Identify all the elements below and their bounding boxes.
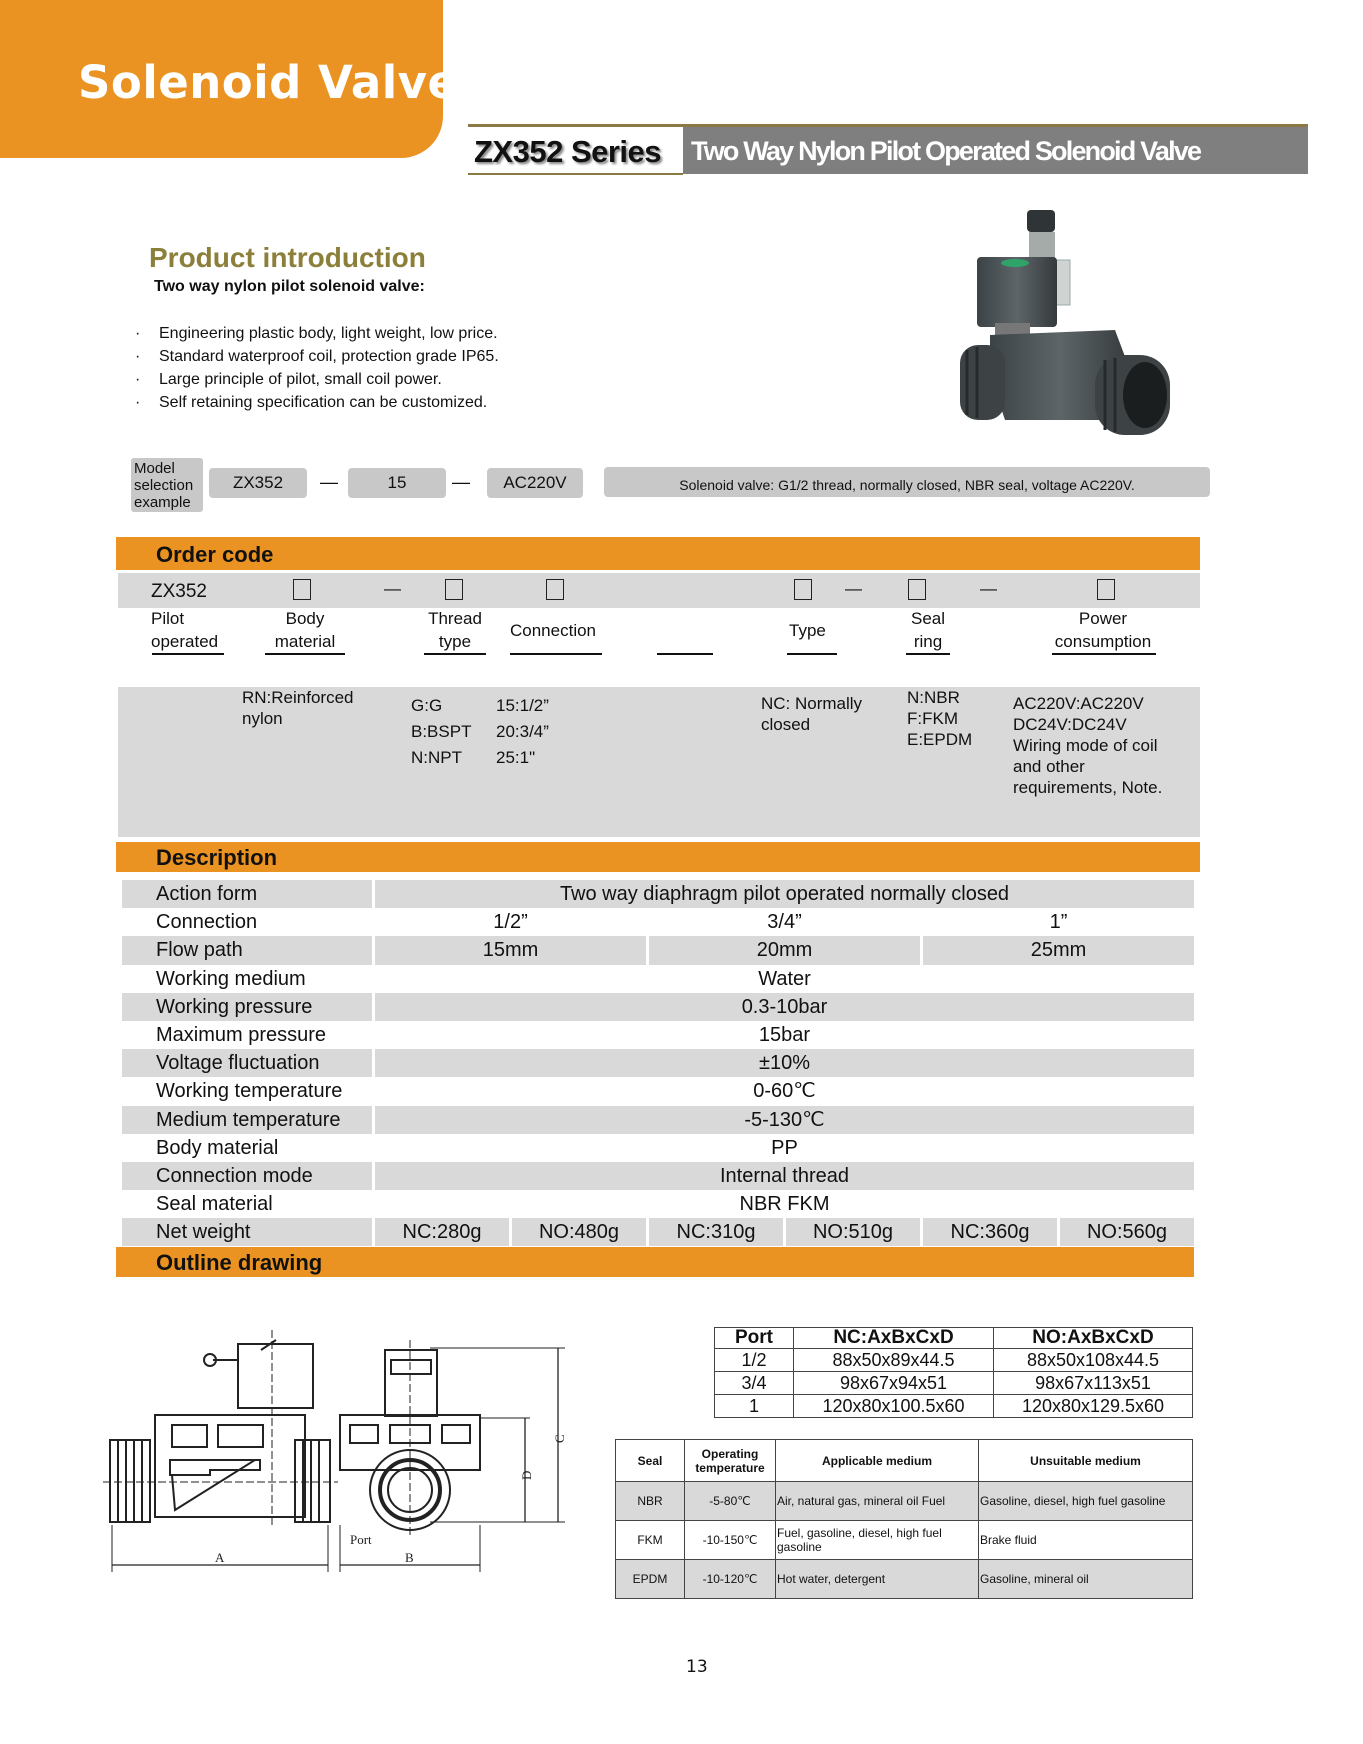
row-value: NO:510g — [786, 1218, 920, 1246]
column-header: NC:AxBxCxD — [794, 1328, 994, 1349]
dim-label-c: C — [552, 1434, 567, 1443]
intro-title: Product introduction — [149, 242, 426, 273]
label-pilot-operated: Pilot operated — [151, 609, 219, 651]
row-value: PP — [771, 1136, 798, 1159]
table-row — [122, 880, 1194, 908]
checkbox-slot-icon — [293, 579, 311, 600]
row-value: 25mm — [923, 936, 1194, 964]
section-title: Description — [156, 845, 278, 870]
label-seal-ring: Seal ring — [910, 609, 946, 651]
intro-bullet: · Engineering plastic body, light weight, low price. — [135, 322, 499, 345]
label-power-consumption: Power consumption — [1054, 609, 1152, 651]
row-value: -5-130℃ — [375, 1106, 1194, 1134]
row-value: ±10% — [375, 1049, 1194, 1077]
table-row — [122, 993, 1194, 1021]
section-header-outline-drawing — [116, 1247, 1194, 1277]
table-row — [122, 1134, 1194, 1162]
dimension-table — [714, 1327, 1193, 1418]
row-value: 15bar — [758, 1023, 811, 1046]
section-title: Order code — [156, 542, 274, 567]
port-label: Port — [350, 1532, 372, 1547]
row-value: 15mm — [375, 936, 646, 964]
outline-drawing-icon — [100, 1310, 600, 1580]
model-example-description: Solenoid valve: G1/2 thread, normally closed, NBR seal, voltage AC220V. — [604, 467, 1210, 497]
underline-rule — [657, 653, 713, 655]
intro-subtitle: Two way nylon pilot solenoid valve: — [154, 278, 425, 295]
separator-dash: — — [980, 579, 997, 598]
row-label: Working pressure — [122, 993, 372, 1021]
intro-bullet-list — [135, 322, 499, 414]
table-row — [122, 1077, 1194, 1105]
description-table — [122, 880, 1194, 1246]
row-label: Connection mode — [122, 1162, 372, 1190]
dim-label-a: A — [215, 1550, 225, 1565]
page-number: 13 — [686, 1657, 708, 1677]
table-row — [122, 1049, 1194, 1077]
banner-bottom-rule — [468, 173, 683, 175]
table-row: EPDM -10-120℃ Hot water, detergent Gasoline, mineral oil — [616, 1560, 1193, 1599]
column-header: Seal — [616, 1440, 685, 1482]
seal-compatibility-table — [615, 1439, 1193, 1599]
table-row — [122, 936, 1194, 964]
row-value: NC:360g — [923, 1218, 1057, 1246]
row-label: Working medium — [156, 967, 306, 990]
bullet-dot-icon: · — [135, 394, 141, 411]
checkbox-slot-icon — [794, 579, 812, 600]
row-value: NC:280g — [375, 1218, 509, 1246]
underline-rule — [510, 653, 602, 655]
table-row — [122, 1106, 1194, 1134]
series-name-box — [468, 127, 683, 171]
underline-rule — [787, 653, 837, 655]
column-header: Port — [715, 1328, 794, 1349]
options-body-material: RN:Reinforced nylon — [242, 688, 354, 728]
row-value: Internal thread — [375, 1162, 1194, 1190]
separator-dash: — — [320, 472, 338, 492]
section-header-order-code — [116, 537, 1200, 570]
underline-rule — [1052, 653, 1156, 655]
model-part-voltage: AC220V — [487, 468, 583, 498]
order-code-options — [118, 687, 1200, 837]
row-value: Water — [758, 967, 811, 990]
model-part-series: ZX352 — [209, 468, 307, 498]
row-label: Body material — [156, 1136, 279, 1159]
row-label: Connection — [156, 911, 258, 934]
column-header: Applicable medium — [776, 1440, 979, 1482]
row-value: NBR FKM — [739, 1193, 830, 1216]
table-row — [122, 1021, 1194, 1049]
table-row: NBR -5-80℃ Air, natural gas, mineral oil Fuel Gasoline, diesel, high fuel gasoline — [616, 1482, 1193, 1521]
row-label: Seal material — [156, 1193, 273, 1216]
label-type: Type — [789, 621, 826, 640]
checkbox-slot-icon — [546, 579, 564, 600]
separator-dash: — — [845, 579, 862, 598]
row-value: 1” — [1049, 911, 1068, 934]
product-photo-icon — [955, 205, 1175, 440]
row-value: 3/4” — [767, 911, 802, 934]
options-seal-ring: N:NBR F:FKM E:EPDM — [907, 688, 973, 749]
table-row — [122, 965, 1194, 993]
table-row — [122, 1190, 1194, 1218]
intro-bullet: · Standard waterproof coil, protection grade IP65. — [135, 345, 499, 368]
dim-label-d: D — [519, 1470, 534, 1480]
separator-dash: — — [452, 472, 470, 492]
options-power-consumption: AC220V:AC220V DC24V:DC24V Wiring mode of coil and other requirements, Note. — [1013, 694, 1163, 797]
row-label: Working temperature — [156, 1080, 343, 1103]
label-connection: Connection — [510, 621, 597, 640]
row-value: NO:480g — [512, 1218, 646, 1246]
checkbox-slot-icon — [1097, 579, 1115, 600]
row-value: NO:560g — [1060, 1218, 1194, 1246]
table-header-row — [715, 1328, 1193, 1349]
label-thread-type: Thread type — [428, 609, 482, 651]
underline-rule — [152, 653, 224, 655]
table-row — [122, 1162, 1194, 1190]
row-value: 20mm — [649, 936, 920, 964]
table-row: FKM -10-150℃ Fuel, gasoline, diesel, high fuel gasoline Brake fluid — [616, 1521, 1193, 1560]
table-row: 3/4 98x67x94x51 98x67x113x51 — [715, 1372, 1193, 1395]
separator-dash: — — [384, 579, 401, 598]
column-header: Unsuitable medium — [979, 1440, 1193, 1482]
underline-rule — [424, 653, 486, 655]
row-label: Flow path — [122, 936, 372, 964]
bullet-dot-icon: · — [135, 348, 141, 365]
table-header-row — [616, 1440, 1193, 1482]
intro-bullet: · Self retaining specification can be customized. — [135, 391, 499, 414]
checkbox-slot-icon — [908, 579, 926, 600]
series-subtitle-box — [683, 127, 1308, 174]
series-subtitle: Two Way Nylon Pilot Operated Solenoid Valve — [691, 136, 1201, 166]
table-row: 1/2 88x50x89x44.5 88x50x108x44.5 — [715, 1349, 1193, 1372]
row-value: 1/2” — [493, 911, 528, 934]
options-type: NC: Normally closed — [761, 694, 863, 734]
underline-rule — [265, 653, 345, 655]
row-label: Voltage fluctuation — [122, 1049, 372, 1077]
section-title: Outline drawing — [156, 1250, 323, 1275]
order-code-pattern-row — [118, 573, 1200, 608]
brand-title: Solenoid Valve — [78, 56, 459, 109]
bullet-dot-icon: · — [135, 325, 141, 342]
options-connection: 15:1/2” 20:3/4” 25:1" — [496, 696, 549, 767]
bullet-dot-icon: · — [135, 371, 141, 388]
column-header: Operating temperature — [685, 1440, 776, 1482]
row-value: 0.3-10bar — [375, 993, 1194, 1021]
series-banner — [468, 124, 1308, 176]
row-value: NC:310g — [649, 1218, 783, 1246]
model-selection-label: Model selection example — [131, 458, 203, 512]
column-header: NO:AxBxCxD — [994, 1328, 1193, 1349]
row-label: Medium temperature — [122, 1106, 372, 1134]
options-thread-type: G:G B:BSPT N:NPT — [411, 696, 472, 767]
row-label: Maximum pressure — [156, 1023, 327, 1046]
series-name: ZX352 Series — [474, 134, 662, 169]
row-value: Two way diaphragm pilot operated normally closed — [375, 880, 1194, 908]
section-header-description — [116, 842, 1200, 872]
table-row — [122, 1218, 1194, 1246]
intro-bullet: · Large principle of pilot, small coil power. — [135, 368, 499, 391]
order-code-prefix: ZX352 — [151, 581, 207, 602]
underline-rule — [906, 653, 950, 655]
dim-label-b: B — [405, 1550, 414, 1565]
row-value: 0-60℃ — [753, 1080, 816, 1103]
checkbox-slot-icon — [445, 579, 463, 600]
table-row: 1 120x80x100.5x60 120x80x129.5x60 — [715, 1395, 1193, 1418]
model-part-connection: 15 — [348, 468, 446, 498]
row-label: Action form — [122, 880, 372, 908]
label-body-material: Body material — [274, 609, 336, 651]
table-row — [122, 908, 1194, 936]
row-label: Net weight — [122, 1218, 372, 1246]
